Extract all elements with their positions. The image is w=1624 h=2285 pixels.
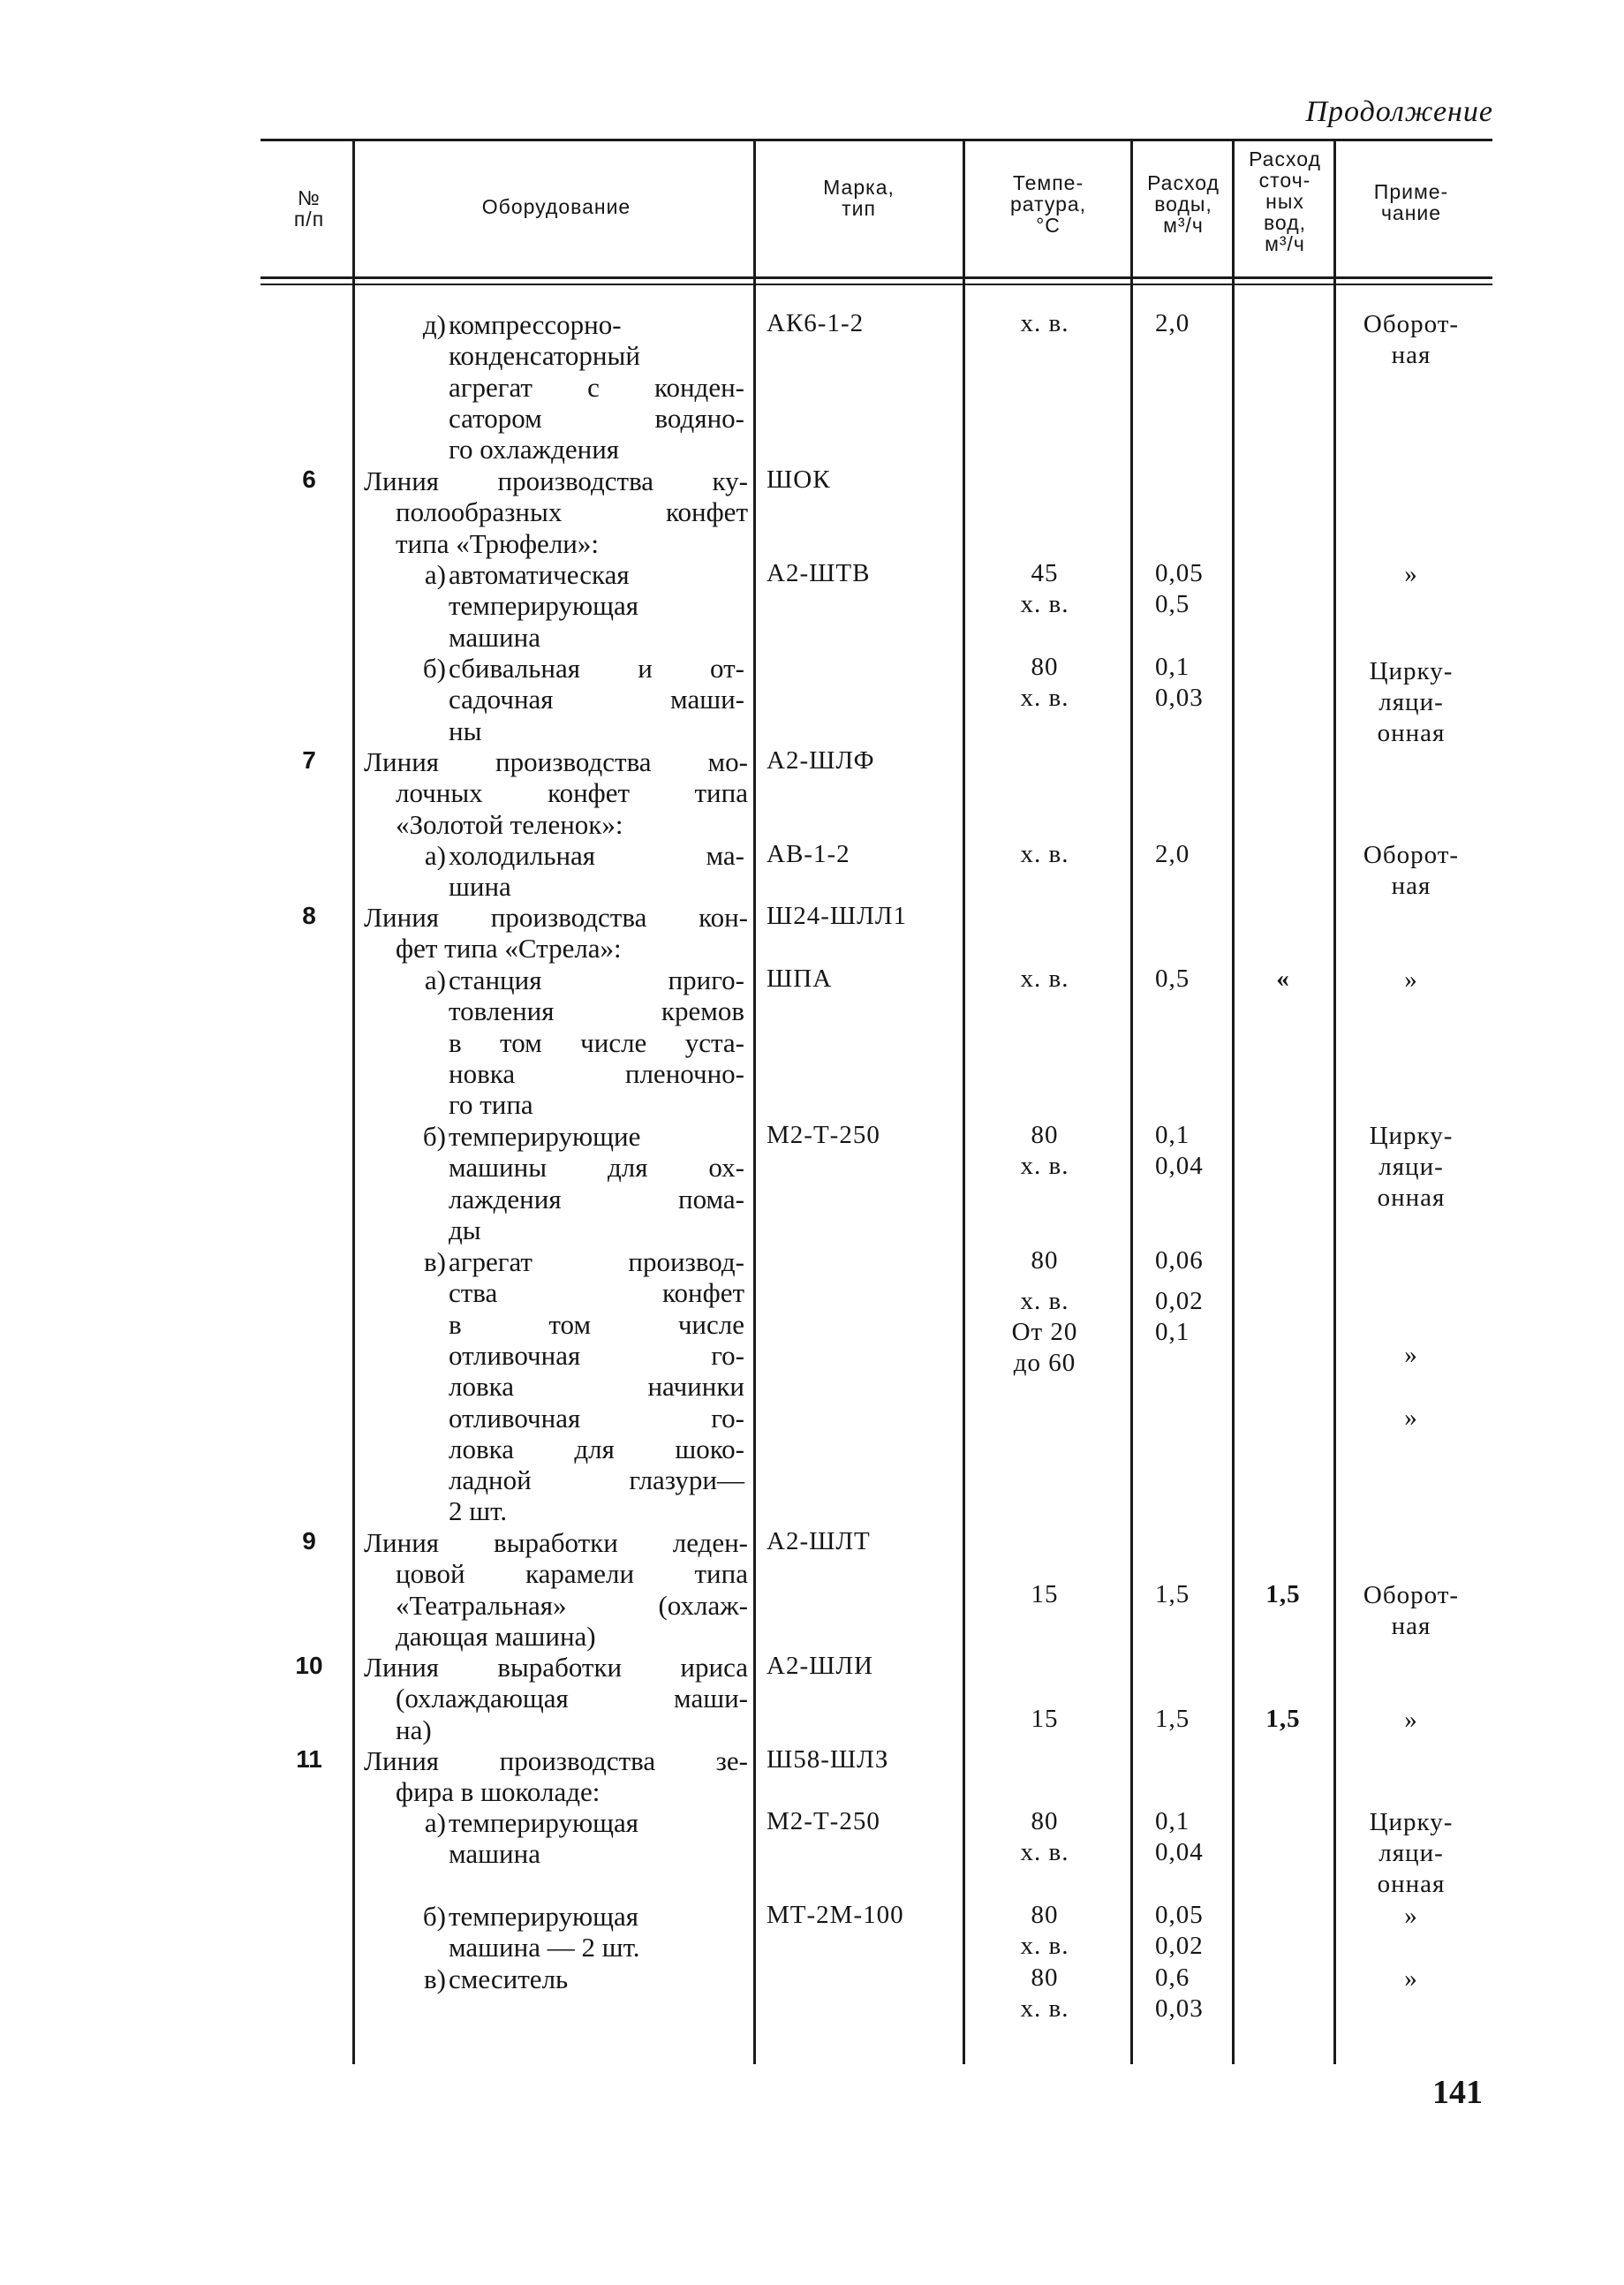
equipment-text-line: холодильная ма- — [449, 840, 744, 871]
brand-cell: ШПА — [767, 965, 833, 993]
item-letter: а) — [424, 965, 446, 995]
equipment-text-line: товления кремов — [449, 995, 744, 1027]
brand-cell: А2-ШТВ — [767, 559, 871, 587]
header-number: № п/п — [293, 186, 325, 231]
item-letter: а) — [424, 840, 446, 871]
equipment-text-line: типа «Трюфели»: — [396, 527, 599, 559]
equipment-text-line: фет типа «Стрела»: — [396, 933, 622, 965]
temperature-cell: 80 — [1031, 1121, 1059, 1149]
equipment-text-line: компрессорно- — [449, 309, 622, 340]
water-flow-cell: 2,0 — [1155, 309, 1190, 337]
header-top-rule — [261, 139, 1492, 141]
equipment-text-line: лочных конфет типа — [396, 777, 748, 809]
equipment-text-line: го охлаждения — [449, 434, 620, 465]
temperature-cell: 80 — [1031, 1901, 1059, 1929]
temperature-cell: до 60 — [1013, 1349, 1076, 1378]
water-flow-cell: 0,5 — [1155, 965, 1190, 993]
row-number: 6 — [302, 465, 316, 493]
equipment-text-line: дающая машина) — [396, 1620, 596, 1652]
temperature-cell: 15 — [1031, 1580, 1059, 1608]
note-cell: » — [1404, 965, 1418, 994]
equipment-text-line: темперирующая — [449, 1807, 639, 1838]
temperature-cell: 80 — [1031, 1807, 1059, 1835]
equipment-text-line: шина — [449, 871, 511, 903]
equipment-text-line: Линия производства мо- — [364, 746, 748, 777]
temperature-cell: 80 — [1031, 653, 1059, 681]
water-flow-cell: 1,5 — [1155, 1705, 1190, 1733]
brand-cell: Ш58-ШЛЗ — [767, 1745, 889, 1774]
row-number: 10 — [295, 1652, 323, 1679]
water-flow-cell: 0,06 — [1155, 1246, 1204, 1275]
column-divider-5 — [1232, 139, 1235, 2064]
temperature-cell: х. в. — [1020, 1994, 1069, 2024]
temperature-cell: 15 — [1031, 1705, 1059, 1733]
brand-cell: ШОК — [767, 465, 831, 494]
header-waste-water: Расход сточ- ных вод, м³/ч — [1249, 148, 1321, 255]
brand-cell: А2-ШЛТ — [767, 1527, 871, 1555]
continuation-title: Продолжение — [1305, 95, 1493, 128]
header-brand: Марка, тип — [823, 176, 895, 220]
brand-cell: А2-ШЛФ — [767, 746, 875, 775]
temperature-cell: х. в. — [1020, 309, 1069, 337]
item-letter: в) — [424, 1963, 446, 1994]
water-flow-cell: 0,05 — [1155, 1901, 1204, 1929]
note-cell: » — [1404, 1964, 1418, 1993]
water-flow-cell: 0,04 — [1155, 1838, 1204, 1867]
item-letter: б) — [422, 1121, 446, 1152]
brand-cell: А2-ШЛИ — [767, 1652, 873, 1680]
page-number: 141 — [1432, 2074, 1483, 2111]
temperature-cell: х. в. — [1020, 840, 1069, 868]
brand-cell: М2-Т-250 — [767, 1121, 880, 1149]
equipment-text-line: ства конфет — [449, 1277, 744, 1309]
equipment-text-line: агрегат производ- — [449, 1246, 744, 1277]
brand-cell: Ш24-ШЛЛ1 — [767, 902, 908, 930]
row-number: 8 — [302, 902, 316, 929]
column-divider-3 — [963, 139, 965, 2064]
row-number: 7 — [302, 746, 316, 774]
header-note: Приме- чание — [1373, 180, 1449, 224]
equipment-text-line: Линия производства зе- — [364, 1745, 748, 1776]
brand-cell: МТ-2М-100 — [767, 1901, 904, 1929]
brand-cell: АВ-1-2 — [767, 840, 850, 868]
waste-water-cell: « — [1276, 965, 1290, 993]
item-letter: в) — [424, 1246, 446, 1277]
equipment-text-line: ны — [449, 715, 482, 746]
equipment-text-line: ды — [449, 1214, 481, 1245]
note-cell: » — [1404, 560, 1418, 588]
equipment-text-line: полообразных конфет — [396, 496, 748, 528]
equipment-text-line: темперирующая — [449, 1901, 639, 1932]
equipment-text-line: сатором водяно- — [449, 402, 744, 434]
water-flow-cell: 0,02 — [1155, 1932, 1204, 1961]
item-letter: б) — [422, 1901, 446, 1932]
column-divider-4 — [1130, 139, 1133, 2064]
equipment-text-line: отливочная го- — [449, 1339, 744, 1371]
equipment-text-line: цовой карамели типа — [396, 1558, 748, 1590]
equipment-text-line: ловка начинки — [449, 1371, 744, 1403]
equipment-text-line: машина — 2 шт. — [449, 1932, 640, 1963]
header-water-flow: Расход воды, м³/ч — [1147, 171, 1220, 237]
temperature-cell: х. в. — [1020, 684, 1069, 713]
equipment-text-line: агрегат с конден- — [449, 371, 744, 403]
equipment-text-line: лаждения пома- — [449, 1183, 744, 1214]
note-cell: » — [1404, 1902, 1418, 1930]
brand-cell: М2-Т-250 — [767, 1807, 880, 1835]
equipment-text-line: (охлаждающая маши- — [396, 1683, 748, 1714]
water-flow-cell: 0,6 — [1155, 1963, 1190, 1992]
water-flow-cell: 0,1 — [1155, 1318, 1190, 1347]
equipment-text-line: в том числе — [449, 1308, 744, 1340]
item-letter: б) — [422, 653, 446, 684]
temperature-cell: х. в. — [1020, 590, 1069, 619]
temperature-cell: 45 — [1031, 559, 1059, 587]
equipment-text-line: «Золотой теленок»: — [396, 808, 623, 840]
equipment-text-line: на) — [396, 1714, 432, 1745]
equipment-text-line: сбивальная и от- — [449, 653, 744, 684]
equipment-text-line: 2 шт. — [449, 1495, 508, 1527]
equipment-text-line: ловка для шоко- — [449, 1433, 744, 1464]
water-flow-cell: 1,5 — [1155, 1580, 1190, 1608]
equipment-text-line: отливочная го- — [449, 1402, 744, 1434]
equipment-text-line: «Театральная» (охлаж- — [396, 1589, 748, 1621]
note-cell: Цирку- ляци- онная — [1369, 1808, 1454, 1898]
equipment-text-line: машины для ох- — [449, 1152, 744, 1184]
note-cell: Цирку- ляци- онная — [1369, 656, 1454, 747]
equipment-text-line: темперирующие — [449, 1121, 641, 1152]
note-cell: » — [1404, 1340, 1418, 1369]
water-flow-cell: 0,04 — [1155, 1152, 1204, 1181]
equipment-text-line: машина — [449, 1838, 540, 1870]
equipment-text-line: го типа — [449, 1089, 533, 1121]
item-letter: а) — [424, 559, 446, 590]
column-divider-2 — [753, 139, 756, 2064]
temperature-cell: х. в. — [1020, 1932, 1069, 1961]
item-letter: а) — [424, 1807, 446, 1838]
temperature-cell: х. в. — [1020, 1838, 1069, 1867]
water-flow-cell: 0,03 — [1155, 684, 1204, 713]
note-cell: Оборот- ная — [1363, 841, 1460, 900]
equipment-text-line: Линия выработки леден- — [364, 1527, 748, 1558]
waste-water-cell: 1,5 — [1265, 1705, 1301, 1733]
water-flow-cell: 0,02 — [1155, 1286, 1204, 1315]
equipment-text-line: темперирующая — [449, 590, 639, 622]
equipment-text-line: в том числе уста- — [449, 1026, 744, 1058]
header-sub-rule — [261, 284, 1492, 285]
temperature-cell: х. в. — [1020, 1286, 1069, 1315]
temperature-cell: х. в. — [1020, 965, 1069, 993]
equipment-text-line: Линия производства кон- — [364, 902, 748, 933]
equipment-text-line: ладной глазури— — [449, 1464, 744, 1496]
note-cell: Оборот- ная — [1363, 1581, 1460, 1640]
item-letter: д) — [422, 309, 446, 340]
equipment-text-line: садочная маши- — [449, 684, 744, 715]
water-flow-cell: 0,03 — [1155, 1994, 1204, 2024]
note-cell: » — [1404, 1706, 1418, 1734]
water-flow-cell: 0,1 — [1155, 653, 1190, 681]
water-flow-cell: 0,1 — [1155, 1121, 1190, 1149]
note-cell: Цирку- ляци- онная — [1369, 1122, 1454, 1212]
equipment-text-line: фира в шоколаде: — [396, 1776, 601, 1808]
temperature-cell: От 20 — [1011, 1318, 1078, 1347]
water-flow-cell: 0,05 — [1155, 559, 1204, 587]
header-equipment: Оборудование — [481, 195, 631, 218]
row-number: 9 — [302, 1527, 316, 1555]
equipment-text-line: смеситель — [449, 1963, 569, 1994]
equipment-text-line: станция приго- — [449, 965, 744, 995]
water-flow-cell: 2,0 — [1155, 840, 1190, 868]
water-flow-cell: 0,1 — [1155, 1807, 1190, 1835]
column-divider-6 — [1333, 139, 1336, 2064]
column-divider-1 — [352, 139, 355, 2064]
temperature-cell: 80 — [1031, 1246, 1059, 1275]
header-temperature: Темпе- ратура, °С — [1009, 171, 1087, 237]
equipment-text-line: машина — [449, 621, 540, 653]
note-cell: » — [1404, 1403, 1418, 1432]
row-number: 11 — [296, 1745, 322, 1773]
equipment-text-line: автоматическая — [449, 559, 630, 590]
water-flow-cell: 0,5 — [1155, 590, 1190, 619]
brand-cell: АК6-1-2 — [767, 309, 865, 337]
note-cell: Оборот- ная — [1363, 310, 1460, 369]
waste-water-cell: 1,5 — [1265, 1580, 1301, 1608]
equipment-text-line: Линия производства ку- — [364, 465, 748, 496]
equipment-text-line: Линия выработки ириса — [364, 1652, 748, 1683]
header-bottom-rule — [261, 276, 1492, 279]
temperature-cell: х. в. — [1020, 1152, 1069, 1181]
equipment-text-line: новка пленочно- — [449, 1057, 744, 1089]
temperature-cell: 80 — [1031, 1963, 1059, 1992]
equipment-text-line: конденсаторный — [449, 340, 640, 372]
